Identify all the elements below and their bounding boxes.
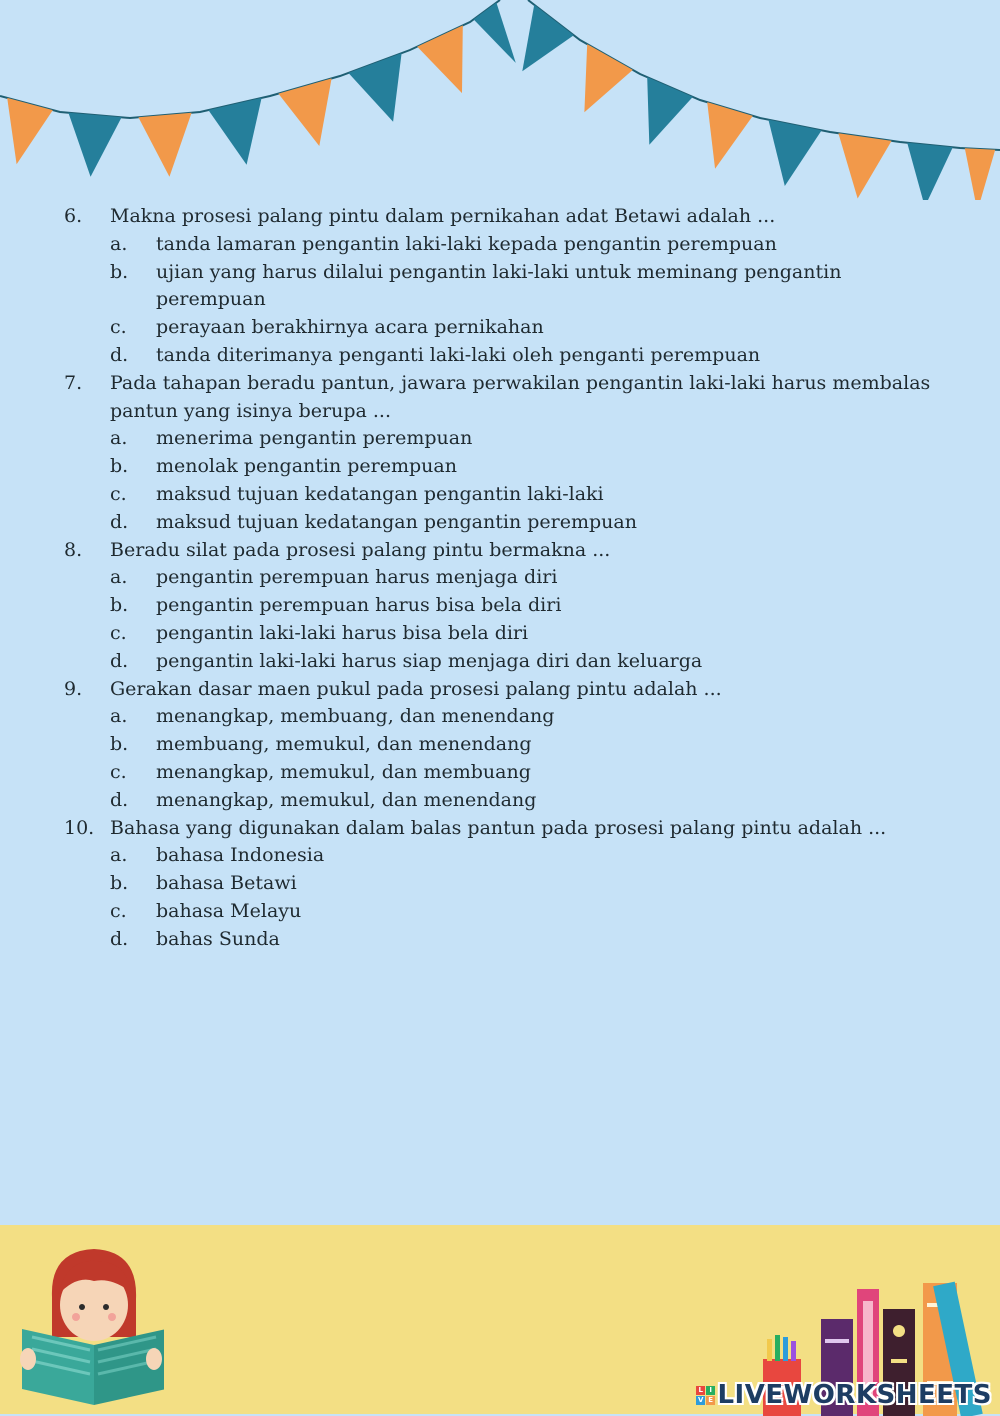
bunting-flag bbox=[838, 133, 891, 198]
option-label: a. bbox=[110, 427, 128, 450]
question-number: 8. bbox=[64, 538, 83, 561]
answer-option bbox=[110, 453, 944, 481]
liveworksheets-logo bbox=[696, 1380, 992, 1410]
option-label: c. bbox=[110, 760, 127, 783]
badge-letter: V bbox=[697, 1395, 704, 1404]
option-text: pengantin perempuan harus menjaga diri bbox=[156, 566, 558, 589]
question-text: Beradu silat pada prosesi palang pintu bermakna ... bbox=[110, 538, 611, 561]
answer-option bbox=[110, 731, 944, 759]
question-text: Makna prosesi palang pintu dalam pernikahan adat Betawi adalah ... bbox=[110, 205, 776, 227]
footer-band bbox=[0, 1225, 1000, 1414]
answer-option bbox=[110, 509, 944, 537]
question-text: Pada tahapan beradu pantun, jawara perwakilan pengantin laki-laki harus membalas pantun yang isinya berupa ... bbox=[110, 371, 931, 422]
bunting-flag bbox=[584, 44, 632, 112]
option-text: menangkap, memukul, dan menendang bbox=[156, 788, 537, 811]
answer-option bbox=[110, 259, 944, 315]
question-list bbox=[64, 203, 944, 954]
option-label: a. bbox=[110, 232, 128, 255]
question-item bbox=[64, 676, 944, 815]
option-text: pengantin laki-laki harus siap menjaga diri dan keluarga bbox=[156, 649, 703, 672]
question-text: Gerakan dasar maen pukul pada prosesi palang pintu adalah ... bbox=[110, 677, 722, 700]
option-text: pengantin perempuan harus bisa bela diri bbox=[156, 594, 562, 617]
option-list bbox=[110, 703, 944, 814]
question-item bbox=[64, 370, 944, 537]
question-item bbox=[64, 203, 944, 370]
option-label: a. bbox=[110, 705, 128, 728]
answer-option bbox=[110, 703, 944, 731]
option-label: b. bbox=[110, 733, 129, 756]
answer-option bbox=[110, 592, 944, 620]
option-label: b. bbox=[110, 260, 129, 283]
option-label: b. bbox=[110, 455, 129, 478]
option-label: d. bbox=[110, 927, 129, 950]
answer-option bbox=[110, 898, 944, 926]
option-label: d. bbox=[110, 649, 129, 672]
option-text: menangkap, memukul, dan membuang bbox=[156, 760, 531, 783]
option-list bbox=[110, 842, 944, 953]
option-text: bahasa Indonesia bbox=[156, 844, 325, 867]
live-badge-icon bbox=[696, 1386, 715, 1405]
bunting-flag bbox=[348, 53, 401, 122]
question-number: 9. bbox=[64, 677, 83, 700]
option-text: maksud tujuan kedatangan pengantin perempuan bbox=[156, 510, 637, 533]
option-text: ujian yang harus dilalui pengantin laki-laki untuk meminang pengantin perempuan bbox=[156, 260, 842, 311]
option-label: a. bbox=[110, 844, 128, 867]
answer-option bbox=[110, 842, 944, 870]
answer-option bbox=[110, 787, 944, 815]
option-text: tanda lamaran pengantin laki-laki kepada pengantin perempuan bbox=[156, 232, 777, 255]
bunting-flag bbox=[707, 102, 753, 169]
answer-option bbox=[110, 231, 944, 259]
bunting-flag bbox=[278, 78, 331, 146]
answer-option bbox=[110, 425, 944, 453]
answer-option bbox=[110, 620, 944, 648]
bunting-flag bbox=[965, 148, 995, 200]
answer-option bbox=[110, 564, 944, 592]
option-text: maksud tujuan kedatangan pengantin laki-laki bbox=[156, 482, 604, 505]
bunting-flag bbox=[68, 113, 121, 177]
bunting-flag bbox=[907, 143, 953, 200]
answer-option bbox=[110, 870, 944, 898]
option-label: c. bbox=[110, 621, 127, 644]
option-label: c. bbox=[110, 316, 127, 339]
option-text: tanda diterimanya penganti laki-laki oleh penganti perempuan bbox=[156, 343, 761, 366]
bunting-flag bbox=[474, 3, 516, 63]
option-label: d. bbox=[110, 510, 129, 533]
answer-option bbox=[110, 648, 944, 676]
option-list bbox=[110, 425, 944, 536]
option-text: menolak pengantin perempuan bbox=[156, 455, 457, 478]
option-text: perayaan berakhirnya acara pernikahan bbox=[156, 316, 544, 339]
answer-option bbox=[110, 342, 944, 370]
bunting-decoration bbox=[0, 0, 1000, 200]
question-number: 6. bbox=[64, 205, 83, 227]
option-text: bahasa Melayu bbox=[156, 899, 302, 922]
option-list bbox=[110, 564, 944, 675]
question-item bbox=[64, 815, 944, 954]
option-label: d. bbox=[110, 343, 129, 366]
answer-option bbox=[110, 759, 944, 787]
bunting-flag bbox=[647, 77, 693, 145]
question-number: 10. bbox=[64, 816, 95, 839]
option-list bbox=[110, 231, 944, 370]
badge-letter: I bbox=[706, 1386, 715, 1395]
option-label: b. bbox=[110, 594, 129, 617]
bunting-flag bbox=[138, 113, 191, 177]
option-label: c. bbox=[110, 899, 127, 922]
badge-letter: E bbox=[708, 1395, 714, 1404]
bunting-string-left bbox=[0, 0, 500, 118]
option-text: menerima pengantin perempuan bbox=[156, 427, 473, 450]
answer-option bbox=[110, 314, 944, 342]
option-text: bahasa Betawi bbox=[156, 872, 297, 895]
option-text: menangkap, membuang, dan menendang bbox=[156, 705, 555, 728]
option-text: bahas Sunda bbox=[156, 927, 280, 950]
answer-option bbox=[110, 481, 944, 509]
option-label: c. bbox=[110, 482, 127, 505]
option-label: d. bbox=[110, 788, 129, 811]
question-number: 7. bbox=[64, 371, 83, 394]
reading-girl-illustration bbox=[14, 1237, 164, 1407]
question-item bbox=[64, 537, 944, 676]
bunting-flag bbox=[768, 120, 821, 186]
option-label: b. bbox=[110, 872, 129, 895]
logo-text: LIVEWORKSHEETS bbox=[717, 1380, 992, 1410]
option-label: a. bbox=[110, 566, 128, 589]
option-text: pengantin laki-laki harus bisa bela diri bbox=[156, 621, 529, 644]
badge-letter: L bbox=[696, 1386, 705, 1395]
option-text: membuang, memukul, dan menendang bbox=[156, 733, 532, 756]
answer-option bbox=[110, 926, 944, 954]
question-text: Bahasa yang digunakan dalam balas pantun pada prosesi palang pintu adalah ... bbox=[110, 816, 887, 839]
